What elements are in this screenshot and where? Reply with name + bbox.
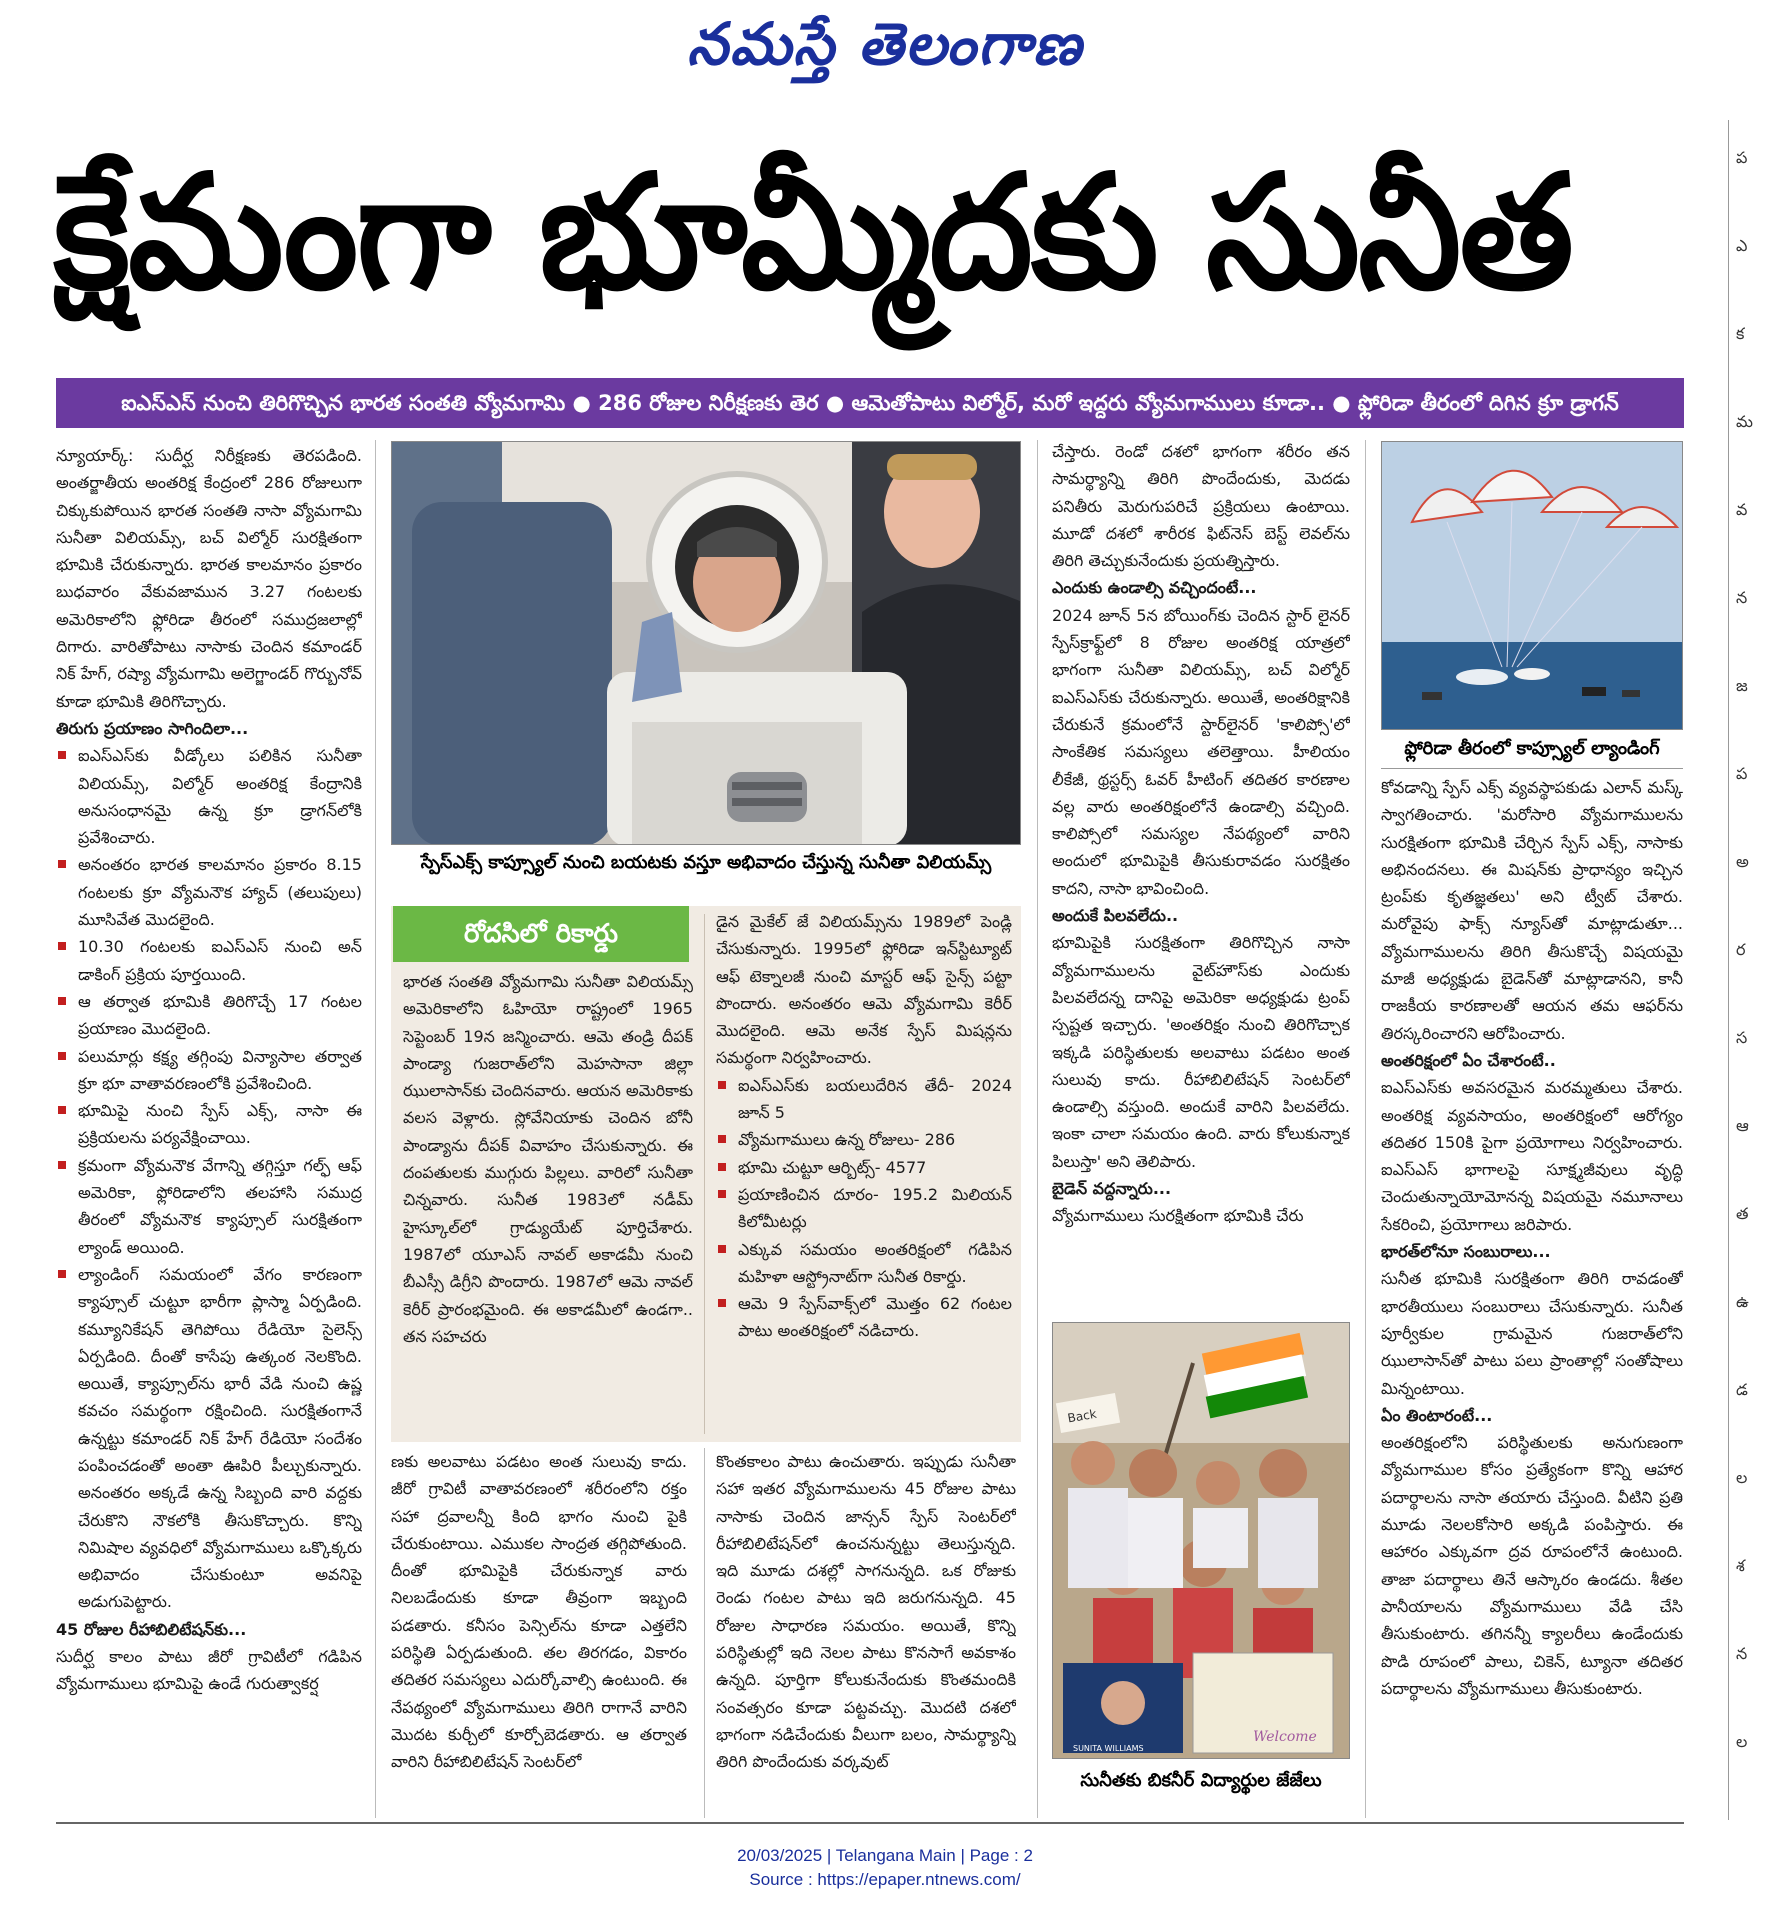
article-paragraph: సుదీర్ఘ కాలం పాటు జీరో గ్రావిటీలో గడిపిన వ్యోమగాములు భూమిపై ఉండే గురుత్వాకర్ష: [56, 1647, 362, 1694]
fact-item: భూమి చుట్టూ ఆర్బిట్స్- 4577: [716, 1154, 1012, 1181]
bullet-item: ల్యాండింగ్ సమయంలో వేగం కారణంగా క్యాప్సూల్ చుట్టూ భారీగా ప్లాస్మా ఏర్పడింది. కమ్యూనికేషన్ తెగిపోయి రేడియో సైలెన్స్ ఏర్పడింది. దీంతో కాసేపు ఉత్కంఠ నెలకొంది. అయితే, క్యాప్సూల్‌ను భారీ వేడి నుంచి ఉష్ణ కవచం సమర్థంగా రక్షించింది. సురక్షితంగానే ఉన్నట్టు కమాండర్ నిక్ హేగ్ రేడియో సందేశం పంపించడంతో అంతా ఊపిరి పీల్చుకున్నారు. అనంతరం అక్కడే ఉన్న సిబ్బంది వారి వద్దకు చేరుకొని నౌకలోకి తీసుకొచ్చారు. కొన్ని నిమిషాల వ్యవధిలో వ్యోమగాములు ఒక్కొక్కరు అభివాదం చేసుకుంటూ అవనిపై అడుగుపెట్టారు.: [56, 1261, 362, 1616]
records-box-title: రోదసిలో రికార్డు: [393, 906, 689, 962]
adjacent-text-fragment: న: [1736, 588, 1748, 607]
photo-placard-text: Back: [1066, 1406, 1098, 1426]
adjacent-text-fragment: మ: [1736, 412, 1753, 431]
subheading: బైడెన్ వద్దన్నారు...: [1052, 1179, 1172, 1199]
article-column-2: [391, 1448, 687, 1823]
adjacent-article-edge: [1728, 120, 1770, 1820]
column-divider: [1037, 440, 1038, 1818]
photo-poster-text: SUNITA WILLIAMS: [1073, 1744, 1144, 1753]
bullet-item: క్రమంగా వ్యోమనౌక వేగాన్ని తగ్గిస్తూ గల్ఫ్ ఆఫ్ అమెరికా, ఫ్లోరిడాలోని తలహాసి సముద్ర తీరంలో వ్యోమనౌక క్యాప్సూల్ సురక్షితంగా ల్యాండ్ అయింది.: [56, 1152, 362, 1261]
source-link[interactable]: Source : https://epaper.ntnews.com/: [749, 1870, 1021, 1889]
adjacent-text-fragment: అ: [1736, 852, 1749, 871]
column-divider: [704, 914, 705, 1434]
article-column-3: [716, 1448, 1016, 1823]
subheading: ఎందుకు ఉండాల్సి వచ్చిందంటే...: [1052, 578, 1257, 598]
newspaper-masthead: నమస్తే తెలంగాణ: [687, 10, 1083, 78]
fact-item: వ్యోమగాములు ఉన్న రోజులు- 286: [716, 1126, 1012, 1153]
adjacent-text-fragment: ఉ: [1736, 1292, 1749, 1311]
photo-caption: స్పేస్ఎక్స్ కాప్స్యూల్ నుంచి బయటకు వస్తూ అభివాదం చేస్తున్న సునీతా విలియమ్స్: [420, 852, 992, 873]
adjacent-text-fragment: ల: [1736, 1732, 1748, 1751]
bullet-item: పలుమార్లు కక్ష్య తగ్గింపు విన్యాసాల తర్వాత క్రూ భూ వాతావరణంలోకి ప్రవేశించింది.: [56, 1043, 362, 1098]
subheading: అందుకే పిలవలేదు..: [1052, 906, 1179, 926]
adjacent-text-fragment: క: [1736, 324, 1745, 343]
divider: [1381, 768, 1683, 769]
bullet-item: ఆ తర్వాత భూమికి తిరిగొచ్చే 17 గంటల ప్రయాణం మొదలైంది.: [56, 988, 362, 1043]
adjacent-text-fragment: ల: [1736, 1468, 1748, 1487]
adjacent-text-fragment: ఆ: [1736, 1116, 1749, 1135]
article-paragraph: కొంతకాలం పాటు ఉంచుతారు. ఇప్పుడు సునీతా సహా ఇతర వ్యోమగాములను 45 రోజుల పాటు నాసాకు చెందిన జాన్సన్ స్పేస్ సెంటర్‌లో రీహాబిలిటేషన్‌లో ఉంచనున్నట్టు తెలుస్తున్నది. ఇది మూడు దశల్లో సాగనున్నది. ఒక రోజుకు రెండు గంటల పాటు ఇది జరుగనున్నది. 45 రోజుల సాధారణ సమయం. అయితే, కొన్ని పరిస్థితుల్లో ఇది నెలల పాటు కొనసాగే అవకాశం ఉన్నది. పూర్తిగా కోలుకునేందుకు కొంతమందికి సంవత్సరం కూడా పట్టవచ్చు. మొదటి దశలో భాగంగా నడిచేందుకు వీలుగా బలం, సామర్థ్యాన్ని తిరిగి పొందేందుకు వర్కవుట్: [716, 1452, 1016, 1772]
article-column-1: [56, 442, 362, 1822]
adjacent-text-fragment: ప: [1736, 148, 1748, 167]
article-paragraph: భూమిపైకి సురక్షితంగా తిరిగొచ్చిన నాసా వ్యోమగాములను వైట్‌హౌస్‌కు ఎందుకు పిలవలేదన్న దానిపై అమెరికా అధ్యక్షుడు ట్రంప్ స్పష్టత ఇచ్చారు. 'అంతరిక్షం నుంచి తిరిగొచ్చాక ఇక్కడి పరిస్థితులకు అలవాటు పడటం అంత సులువు కాదు. రీహాబిలిటేషన్ సెంటర్‌లో ఉండాల్సి వస్తుంది. అందుకే వారిని పిలవలేదు. ఇంకా చాలా సమయం ఉంది. వారు కోలుకున్నాక పిలుస్తా' అని తెలిపారు.: [1052, 933, 1350, 1171]
article-paragraph: కోవడాన్ని స్పేస్ ఎక్స్ వ్యవస్థాపకుడు ఎలాన్ మస్క్ స్వాగతించారు. 'మరోసారి వ్యోమగాములను సురక్షితంగా భూమికి చేర్చిన స్పేస్ ఎక్స్, నాసాకు అభినందనలు. ఈ మిషన్‌కు ప్రాధాన్యం ఇచ్చిన ట్రంప్‌కు కృతజ్ఞతలు' అని ట్వీట్ చేశారు. మరోవైపు ఫాక్స్ న్యూస్‌తో మాట్లాడుతూ... వ్యోమగాములను తిరిగి తీసుకొచ్చే విషయమై మాజీ అధ్యక్షుడు బైడెన్‌తో మాట్లాడానని, కానీ రాజకీయ కారణాలతో ఆయన తమ ఆఫర్‌ను తిరస్కరించారని ఆరోపించారు.: [1381, 778, 1683, 1043]
bullet-item: భూమిపై నుంచి స్పేస్ ఎక్స్, నాసా ఈ ప్రక్రియలను పర్యవేక్షించాయి.: [56, 1097, 362, 1152]
records-box-left: [403, 968, 693, 1438]
article-paragraph: డైన మైకేల్ జే విలియమ్స్‌ను 1989లో పెండ్లి చేసుకున్నారు. 1995లో ఫ్లోరిడా ఇన్‌స్టిట్యూట్ ఆఫ్ టెక్నాలజీ నుంచి మాస్టర్ ఆఫ్ సైన్స్ పట్టా పొందారు. అనంతరం ఆమె వ్యోమగామి కెరీర్ మొదలైంది. ఆమె అనేక స్పేస్ మిషన్లను సమర్థంగా నిర్వహించారు.: [716, 912, 1012, 1068]
column-divider: [1728, 120, 1729, 1820]
page-bottom-rule: [56, 1822, 1684, 1824]
fact-item: ఎక్కువ సమయం అంతరిక్షంలో గడిపిన మహిళా ఆస్ట్రోనాట్‌గా సునీత రికార్డు.: [716, 1236, 1012, 1291]
subheading: ఏం తింటారంటే...: [1381, 1405, 1493, 1425]
adjacent-text-fragment: ఎ: [1736, 236, 1748, 255]
bullet-item: 10.30 గంటలకు ఐఎస్ఎస్ నుంచి అన్ డాకింగ్ ప్రక్రియ పూర్తయింది.: [56, 933, 362, 988]
article-paragraph: వ్యోమగాములు సురక్షితంగా భూమికి చేరు: [1052, 1206, 1304, 1226]
adjacent-text-fragment: శ: [1736, 1556, 1745, 1575]
adjacent-text-fragment: స: [1736, 1028, 1748, 1047]
article-column-5: [1381, 774, 1683, 1824]
main-headline: క్షేమంగా భూమ్మీదకు సునీత: [53, 141, 1572, 325]
adjacent-text-fragment: త: [1736, 1204, 1749, 1223]
bullet-item: అనంతరం భారత కాలమానం ప్రకారం 8.15 గంటలకు క్రూ వ్యోమనౌక హ్యాచ్ (తలుపులు) మూసివేత మొదలైంది.: [56, 851, 362, 933]
fact-item: ఆమె 9 స్పేస్‌వాక్స్‌లో మొత్తం 62 గంటల పాటు అంతరిక్షంలో నడిచారు.: [716, 1290, 1012, 1345]
article-paragraph: ఐఎస్ఎస్‌కు అవసరమైన మరమ్మతులు చేశారు. అంతరిక్ష వ్యవసాయం, అంతరిక్షంలో ఆరోగ్యం తదితర 150కి పైగా ప్రయోగాలు నిర్వహించారు. ఐఎస్ఎస్ భాగాలపై సూక్ష్మజీవులు వృద్ధి చెందుతున్నాయోమోనన్న విషయమై నమూనాలు సేకరించి, ప్రయోగాలు జరిపారు.: [1381, 1078, 1683, 1234]
subheading: తిరుగు ప్రయాణం సాగిందిలా...: [56, 718, 249, 738]
article-paragraph: సునీత భూమికి సురక్షితంగా తిరిగి రావడంతో భారతీయులు సంబురాలు చేసుకున్నారు. సునీత పూర్వీకుల గ్రామమైన గుజరాత్‌లోని ఝులాసాన్‌తో పాటు పలు ప్రాంతాల్లో సంతోషాలు మిన్నంటాయి.: [1381, 1269, 1683, 1398]
photo-caption: ఫ్లోరిడా తీరంలో కాప్స్యూల్ ల్యాండింగ్: [1404, 738, 1660, 759]
adjacent-text-fragment: ప: [1736, 764, 1748, 783]
article-column-4: [1052, 438, 1350, 1318]
article-paragraph: భారత సంతతి వ్యోమగామి సునీతా విలియమ్స్ అమెరికాలోని ఓహియో రాష్ట్రంలో 1965 సెప్టెంబర్ 19న జన్మించారు. ఆమె తండ్రి దీపక్ పాండ్యా గుజరాత్‌లోని మెహసానా జిల్లా ఝులాసాన్‌కు చెందినవారు. ఆయన అమెరికాకు వలస వెళ్లారు. స్లోవేనియాకు చెందిన బోనీ పాండ్యాను దీపక్ వివాహం చేసుకున్నారు. ఈ దంపతులకు ముగ్గురు పిల్లలు. వారిలో సునీతా చిన్నవారు. సునీత 1983లో నడీమ్ హైస్కూల్‌లో గ్రాడ్యుయేట్ పూర్తిచేశారు. 1987లో యూఎస్ నావల్ అకాడమీ నుంచి బీఎస్సీ డిగ్రీని పొందారు. 1987లో ఆమె నావల్ కెరీర్ ప్రారంభమైంది. ఈ అకాడమీలో ఉండగా.. తన సహచరు: [403, 972, 693, 1346]
records-box-right: [716, 908, 1012, 1438]
subheading: 45 రోజుల రీహాబిలిటేషన్‌కు...: [56, 1619, 247, 1639]
adjacent-text-fragment: ర: [1736, 940, 1746, 959]
subheading: భారత్‌లోనూ సంబురాలు...: [1381, 1242, 1551, 1262]
adjacent-text-fragment: న: [1736, 1644, 1748, 1663]
astronaut-photo: [391, 441, 1021, 845]
article-intro: న్యూయార్క్: సుదీర్ఘ నిరీక్షణకు తెరపడింది. అంతర్జాతీయ అంతరిక్ష కేంద్రంలో 286 రోజులుగా చిక్కుకుపోయిన భారత సంతతి నాసా వ్యోమగామి సునీతా విలియమ్స్, బచ్ విల్మోర్ సురక్షితంగా భూమికి చేరుకున్నారు. భారత కాలమానం ప్రకారం బుధవారం వేకువజామున 3.27 గంటలకు అమెరికాలోని ఫ్లోరిడా తీరంలో సముద్రజలాల్లో దిగారు. వారితోపాటు నాసాకు చెందిన కమాండర్ నిక్ హేగ్, రష్యా వ్యోమగామి అలెగ్జాండర్ గొర్బునోవ్ కూడా భూమికి తిరిగొచ్చారు.: [56, 446, 362, 711]
column-divider: [1365, 440, 1366, 1818]
bullet-item: ఐఎస్ఎస్‌కు వీడ్కోలు పలికిన సునీతా విలియమ్స్, విల్మోర్ అంతరిక్ష కేంద్రానికి అనుసంధానమై ఉన్న క్రూ డ్రాగన్‌లోకి ప్రవేశించారు.: [56, 742, 362, 851]
subheadline-banner: ఐఎస్ఎస్ నుంచి తిరిగొచ్చిన భారత సంతతి వ్యోమగామి ● 286 రోజుల నిరీక్షణకు తెర ● ఆమెతోపాటు విల్మోర్, మరో ఇద్దరు వ్యోమగాములు కూడా.. ● ఫ్లోరిడా తీరంలో దిగిన క్రూ డ్రాగన్: [56, 378, 1684, 428]
article-paragraph: చేస్తారు. రెండో దశలో భాగంగా శరీరం తన సామర్థ్యాన్ని తిరిగి పొందేందుకు, మెదడు పనితీరు మెరుగుపరిచే ప్రక్రియలు ఉంటాయి. మూడో దశలో శారీరక ఫిట్‌నెస్ బెస్ట్ లెవల్‌ను తిరిగి తెచ్చుకునేందుకు ప్రయత్నిస్తారు.: [1052, 442, 1350, 571]
article-paragraph: అంతరిక్షంలోని పరిస్థితులకు అనుగుణంగా వ్యోమగాముల కోసం ప్రత్యేకంగా కొన్ని ఆహార పదార్థాలను నాసా తయారు చేస్తుంది. వీటిని ప్రతి మూడు నెలలకోసారి అక్కడి పంపిస్తారు. ఈ ఆహారం ఎక్కువగా ద్రవ రూపంలోనే ఉంటుంది. తాజా పదార్థాలు తినే ఆస్కారం ఉండదు. శీతల పానీయాలను వ్యోమగాములు వేడి చేసి తీసుకుంటారు. తగినన్నీ క్యాలరీలు ఉండేందుకు పొడి రూపంలో పాలు, చికెన్, ట్యూనా తదితర పదార్థాలను వ్యోమగాములు తీసుకుంటారు.: [1381, 1433, 1683, 1698]
photo-caption: సునీతకు బికనీర్ విద్యార్థుల జేజేలు: [1080, 1770, 1322, 1791]
fact-item: ఐఎస్ఎస్‌కు బయలుదేరిన తేదీ- 2024 జూన్ 5: [716, 1072, 1012, 1127]
column-divider: [375, 440, 376, 1818]
splashdown-photo: [1381, 441, 1683, 730]
students-photo: [1052, 1322, 1350, 1759]
article-paragraph: ణకు అలవాటు పడటం అంత సులువు కాదు. జీరో గ్రావిటీ వాతావరణంలో శరీరంలోని రక్తం సహా ద్రవాలన్నీ కింది భాగం నుంచి పైకి చేరుకుంటాయి. ఎముకల సాంద్రత తగ్గిపోతుంది. దీంతో భూమిపైకి చేరుకున్నాక వారు నిలబడేందుకు కూడా తీవ్రంగా ఇబ్బంది పడతారు. కనీసం పెన్సిల్‌ను కూడా ఎత్తలేని పరిస్థితి ఏర్పడుతుంది. తల తిరగడం, వికారం తదితర సమస్యలు ఎదుర్కోవాల్సి ఉంటుంది. ఈ నేపథ్యంలో వ్యోమగాములు తిరిగి రాగానే వారిని మొదట కుర్చీలో కూర్చోబెడతారు. ఆ తర్వాత వారిని రీహాబిలిటేషన్ సెంటర్‌లో: [391, 1452, 687, 1772]
edition-info: 20/03/2025 | Telangana Main | Page : 2: [737, 1846, 1033, 1865]
column-divider: [704, 1448, 705, 1818]
adjacent-text-fragment: జ: [1736, 676, 1748, 695]
fact-item: ప్రయాణించిన దూరం- 195.2 మిలియన్ కిలోమీటర్లు: [716, 1181, 1012, 1236]
article-paragraph: 2024 జూన్ 5న బోయింగ్‌కు చెందిన స్టార్ లైనర్ స్పేస్‌క్రాఫ్ట్‌లో 8 రోజుల అంతరిక్ష యాత్రలో భాగంగా సునీతా విలియమ్స్, బచ్ విల్మోర్ ఐఎస్ఎస్‌కు చేరుకున్నారు. అయితే, అంతరిక్షానికి చేరుకునే క్రమంలోనే స్టార్‌లైనర్ 'కాలిప్సో'లో సాంకేతిక సమస్యలు తలెత్తాయి. హీలియం లీకేజీ, థ్రస్టర్స్ ఓవర్ హీటింగ్ తదితర కారణాల వల్ల వారు అంతరిక్షంలోనే ఉండాల్సి వచ్చింది. కాలిప్సోలో సమస్యల నేపథ్యంలో వారిని అందులో భూమిపైకి తీసుకురావడం సురక్షితం కాదని, నాసా భావించింది.: [1052, 605, 1350, 898]
subheading: అంతరిక్షంలో ఏం చేశారంటే..: [1381, 1050, 1556, 1070]
adjacent-text-fragment: డ: [1736, 1380, 1748, 1399]
photo-poster-text: Welcome: [1253, 1729, 1317, 1745]
adjacent-text-fragment: వ: [1736, 500, 1748, 519]
